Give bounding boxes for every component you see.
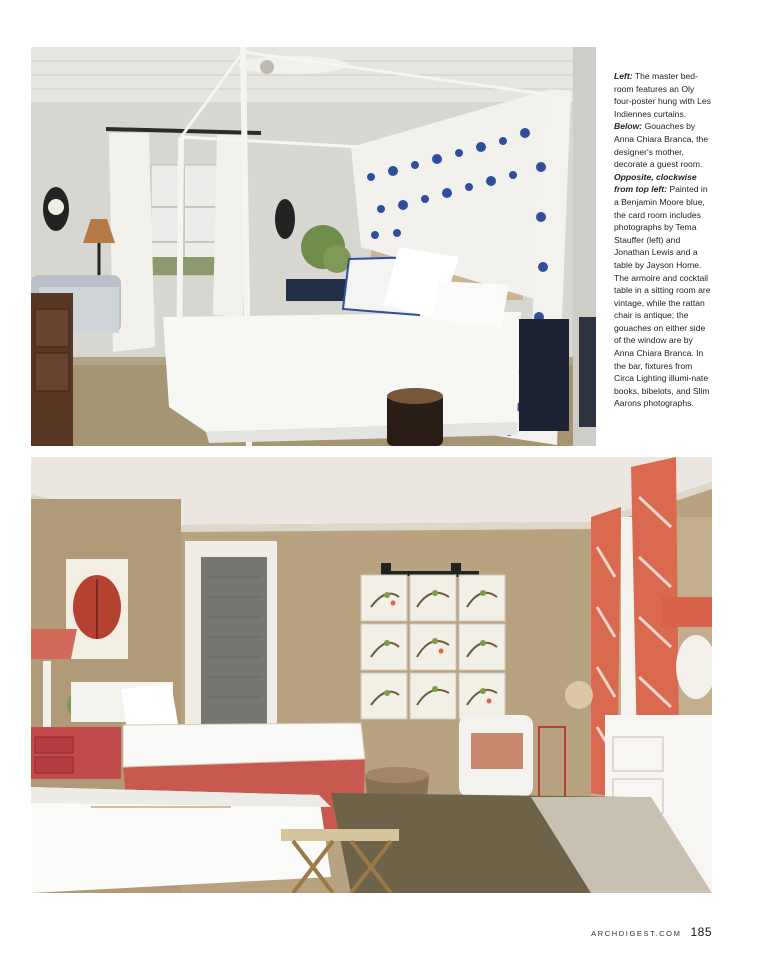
caption-opposite-text: Painted in a Benjamin Moore blue, the card room includes photographs by Tema Stauffer (left) and Jonathan Lewis and a table by Jayson Home. The armoire and cocktail table in a sitting room are vintage, while the rattan chair is antique; the gouaches on either side of the window are by Anna Chiara Branca. In the bar, fixtures from Circa Lighting illumi-nate books, bibelots, and Slim Aarons photographs.	[614, 184, 711, 409]
guest-room-photo	[31, 457, 712, 893]
caption-opposite-label: Opposite, clockwise from top left:	[614, 171, 697, 195]
page-footer	[591, 925, 712, 939]
page-number: 185	[690, 925, 712, 939]
caption-below-text: Gouaches by Anna Chiara Branca, the designer's mother, decorate a guest room.	[614, 121, 709, 170]
site-name: ARCHDIGEST.COM	[591, 929, 682, 938]
caption-left-label: Left:	[614, 71, 633, 81]
photo-caption	[614, 70, 712, 410]
master-bedroom-photo	[31, 47, 596, 446]
caption-below-label: Below:	[614, 121, 643, 132]
caption-left-text: The master bed-room features an Oly four-poster hung with Les Indiennes curtains.	[614, 71, 711, 119]
